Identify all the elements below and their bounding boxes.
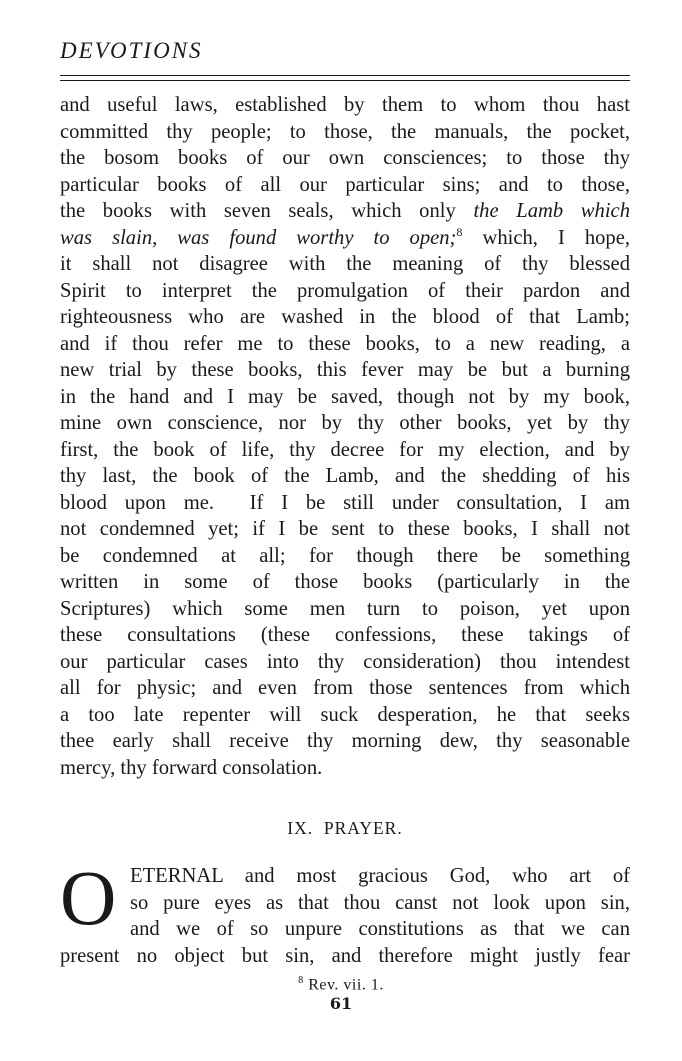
footnote	[0, 975, 682, 994]
footnote-text: Rev. vii. 1.	[308, 976, 384, 994]
header-rule-top	[60, 75, 630, 76]
text-line: particular books of all our particular sins; and to those,	[60, 173, 630, 196]
text-line: be condemned at all; for though there be something	[60, 544, 630, 567]
header-rule-bottom	[60, 80, 630, 81]
text-line: first, the book of life, thy decree for my election, and by	[60, 438, 630, 461]
text-line: thee early shall receive thy morning dew, thy seasonable	[60, 730, 630, 752]
italic-phrase: the Lamb which	[473, 200, 630, 222]
text-line: and useful laws, established by them to whom thou hast	[60, 94, 630, 116]
running-head: DEVOTIONS	[60, 38, 203, 63]
drop-cap: O	[60, 854, 117, 941]
text-line: new trial by these books, this fever may be but a burning	[60, 359, 630, 381]
text-line: mine own conscience, nor by thy other books, yet by thy	[60, 412, 630, 434]
text-run: the books with seven seals, which only	[60, 200, 456, 222]
text-line: written in some of those books (particularly in the	[60, 571, 630, 593]
text-line: ETERNAL and most gracious God, who art of	[130, 865, 630, 887]
text-line: these consultations (these confessions, these takings of	[60, 624, 630, 646]
body-paragraph	[60, 92, 630, 781]
text-line: committed thy people; to those, the manuals, the pocket,	[60, 120, 630, 143]
text-line: blood upon me. If I be still under consultation, I am	[60, 491, 630, 514]
text-line: a too late repenter will suck desperation, he that seeks	[60, 703, 630, 726]
footnote-reference: 8	[456, 224, 463, 239]
section-heading: IX. PRAYER.	[287, 818, 403, 838]
prayer-paragraph	[60, 854, 630, 969]
text-line: Spirit to interpret the promulgation of their pardon and	[60, 279, 630, 302]
text-line: Scriptures) which some men turn to poison, yet upon	[60, 597, 630, 620]
footnote-marker: 8	[298, 975, 304, 986]
text-line: mercy, thy forward consolation.	[60, 756, 323, 779]
text-line: and we of so unpure constitutions as that we can	[130, 918, 630, 940]
text-line: righteousness who are washed in the blood of that Lamb;	[60, 306, 630, 328]
text-run: which, I hope,	[482, 226, 631, 249]
text-line: our particular cases into thy consideration) thou intendest	[60, 650, 630, 673]
text-line: it shall not disagree with the meaning of thy blessed	[60, 253, 630, 275]
text-line	[60, 198, 630, 225]
text-line: all for physic; and even from those sentences from which	[60, 677, 630, 699]
page-number: 61	[329, 994, 353, 1013]
text-line: thy last, the book of the Lamb, and the shedding of his	[60, 465, 630, 487]
text-line: not condemned yet; if I be sent to these books, I shall not	[60, 518, 630, 540]
text-line	[60, 225, 630, 252]
text-line: and if thou refer me to these books, to a new reading, a	[60, 332, 630, 355]
text-line: the bosom books of our own consciences; to those thy	[60, 147, 630, 169]
text-line: so pure eyes as that thou canst not look upon sin,	[130, 891, 630, 914]
text-line: present no object but sin, and therefore might justly fear	[60, 944, 630, 967]
text-line: in the hand and I may be saved, though not by my book,	[60, 385, 630, 408]
italic-phrase: was slain, was found worthy to open;	[60, 226, 457, 249]
